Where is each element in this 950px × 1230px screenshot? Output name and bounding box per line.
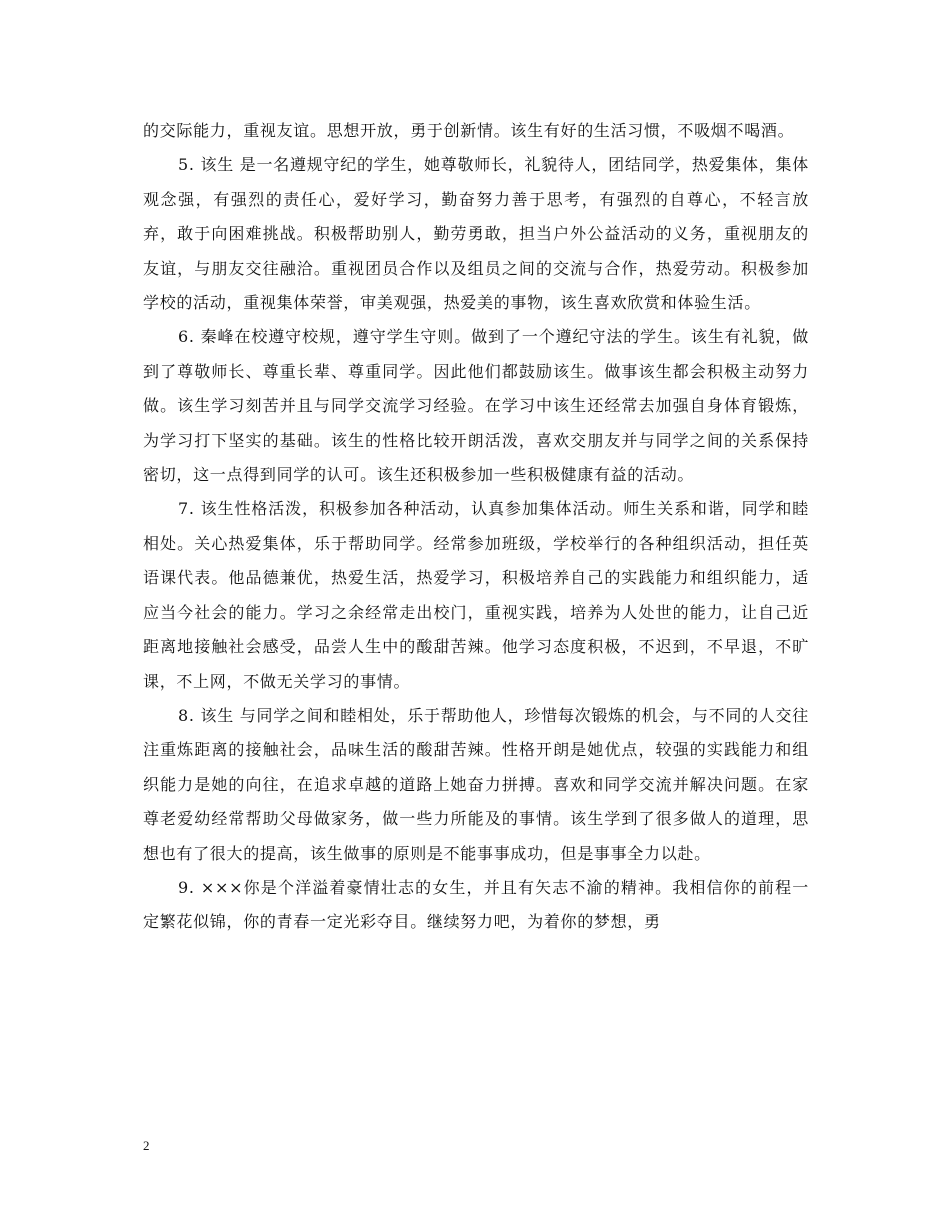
- paragraph-item-8: 8. 该生 与同学之间和睦相处，乐于帮助他人，珍惜每次锻炼的机会，与不同的人交往注重炼距离的接触社会，品味生活的酸甜苦辣。性格开朗是她优点，较强的实践能力和组织能力是她的向往，在追求卓越的道路上她奋力拼搏。喜欢和同学交流并解决问题。在家尊老爱幼经常帮助父母做家务，做一些力所能及的事情。该生学到了很多做人的道理，思想也有了很大的提高，该生做事的原则是不能事事成功，但是事事全力以赴。: [143, 705, 809, 863]
- paragraph-item-5: 5. 该生 是一名遵规守纪的学生，她尊敬师长，礼貌待人，团结同学，热爱集体，集体观念强，有强烈的责任心，爱好学习，勤奋努力善于思考，有强烈的自尊心，不轻言放弃，敢于向困难挑战。积极帮助别人，勤劳勇敢，担当户外公益活动的义务，重视朋友的友谊，与朋友交往融洽。重视团员合作以及组员之间的交流与合作，热爱劳动。积极参加学校的活动，重视集体荣誉，审美观强，热爱美的事物，该生喜欢欣赏和体验生活。: [143, 155, 809, 313]
- paragraph-item-9: 9. ×××你是个洋溢着豪情壮志的女生，并且有矢志不渝的精神。我相信你的前程一定繁花似锦，你的青春一定光彩夺目。继续努力吧，为着你的梦想，勇: [143, 877, 809, 932]
- page-number: 2: [143, 1138, 150, 1153]
- document-body: [143, 114, 809, 940]
- paragraph-continuation: 的交际能力，重视友谊。思想开放，勇于创新情。该生有好的生活习惯，不吸烟不喝酒。: [143, 121, 795, 140]
- paragraph-item-6: 6. 秦峰在校遵守校规，遵守学生守则。做到了一个遵纪守法的学生。该生有礼貌，做到了尊敬师长、尊重长辈、尊重同学。因此他们都鼓励该生。做事该生都会积极主动努力做。该生学习刻苦并且与同学交流学习经验。在学习中该生还经常去加强自身体育锻炼，为学习打下坚实的基础。该生的性格比较开朗活泼，喜欢交朋友并与同学之间的关系保持密切，这一点得到同学的认可。该生还积极参加一些积极健康有益的活动。: [143, 327, 809, 485]
- paragraph-item-7: 7. 该生性格活泼，积极参加各种活动，认真参加集体活动。师生关系和谐，同学和睦相处。关心热爱集体，乐于帮助同学。经常参加班级，学校举行的各种组织活动，担任英语课代表。他品德兼优，热爱生活，热爱学习，积极培养自己的实践能力和组织能力，适应当今社会的能力。学习之余经常走出校门，重视实践，培养为人处世的能力，让自己近距离地接触社会感受，品尝人生中的酸甜苦辣。他学习态度积极，不迟到，不早退，不旷课，不上网，不做无关学习的事情。: [143, 499, 809, 691]
